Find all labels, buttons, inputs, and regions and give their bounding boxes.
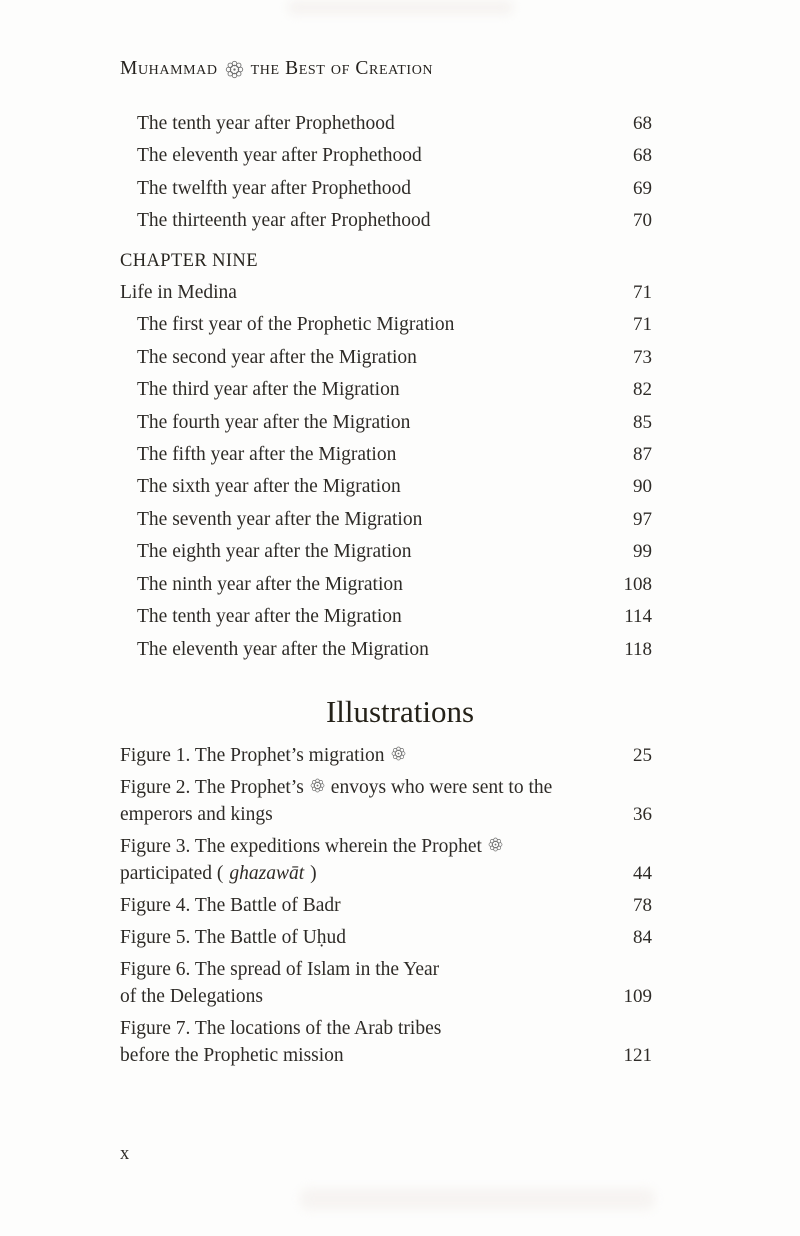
- figure-entry-line: [120, 1015, 652, 1042]
- toc-entry-page: 114: [624, 606, 652, 628]
- toc-entry: [120, 173, 652, 205]
- figure-entry-line: [120, 892, 652, 919]
- figure-entry: [120, 892, 652, 919]
- toc-entry-label: The tenth year after Prophethood: [137, 113, 395, 134]
- toc-entry-label: The second year after the Migration: [137, 346, 417, 368]
- figure-entry-label: participated ( ghazawāt ): [120, 863, 317, 884]
- figure-entry-line: [120, 1042, 652, 1069]
- figure-entry-page: 121: [623, 1045, 652, 1066]
- toc-entry: [120, 140, 652, 172]
- figure-entry: [120, 774, 652, 828]
- page-bleed-bottom: [300, 1188, 655, 1210]
- toc-entry: [120, 205, 652, 237]
- running-header-part1: Muhammad: [120, 58, 218, 79]
- toc-entry-page: 68: [633, 113, 652, 134]
- toc-entry-label: The eighth year after the Migration: [137, 541, 412, 563]
- figure-entry-line: [120, 742, 652, 769]
- figure-entry-page: 25: [633, 745, 652, 766]
- figure-entry: [120, 833, 652, 887]
- toc-entry-label: The third year after the Migration: [137, 379, 400, 401]
- toc-entry-page: 99: [633, 541, 652, 563]
- toc-entry: [120, 471, 652, 503]
- figure-entry-label: Figure 7. The locations of the Arab tribes: [120, 1018, 442, 1039]
- toc-entry: [120, 634, 652, 666]
- toc-entry-label: The sixth year after the Migration: [137, 476, 401, 498]
- figure-entry-label: Figure 1. The Prophet’s migration: [120, 742, 406, 769]
- figure-entry-line: [120, 924, 652, 951]
- toc-entry-label: The eleventh year after Prophethood: [137, 145, 422, 167]
- toc-entry-page: 87: [633, 444, 652, 466]
- toc-entry-page: 69: [633, 177, 652, 199]
- toc-entry-label: The ninth year after the Migration: [137, 573, 403, 595]
- toc-entry: [120, 504, 652, 536]
- figure-entry-line: [120, 801, 652, 828]
- figure-entry-line: [120, 860, 652, 887]
- figure-entry: [120, 924, 652, 951]
- figure-entry-page: 36: [633, 804, 652, 825]
- figure-entry-line: [120, 774, 652, 801]
- toc-entry-page: 68: [633, 145, 652, 167]
- toc-entry-page: 97: [633, 508, 652, 530]
- folio-page-number: x: [120, 1144, 130, 1164]
- toc-entry-label: The first year of the Prophetic Migration: [137, 314, 455, 336]
- toc-entry-label: The thirteenth year after Prophethood: [137, 210, 431, 232]
- toc-entry-label: The twelfth year after Prophethood: [137, 177, 411, 199]
- toc-entry: [120, 569, 652, 601]
- toc-entry-page: 71: [633, 282, 652, 304]
- figure-entry-line: [120, 833, 652, 860]
- toc-entry-page: 82: [633, 379, 652, 401]
- toc-entry: [120, 108, 652, 140]
- figure-entry: [120, 742, 652, 769]
- running-header-part2: the Best of Creation: [250, 58, 434, 79]
- figure-entry-label: emperors and kings: [120, 804, 273, 825]
- honorific-icon: [225, 60, 244, 79]
- toc-entry-label: The seventh year after the Migration: [137, 508, 423, 530]
- honorific-icon: [310, 778, 325, 793]
- toc-entry-page: 108: [623, 573, 652, 595]
- toc-entry: [120, 374, 652, 406]
- figure-entry: [120, 956, 652, 1010]
- figure-entry-label: of the Delegations: [120, 986, 263, 1007]
- running-header: [120, 58, 433, 80]
- honorific-icon: [391, 746, 406, 761]
- toc-entry-page: 71: [633, 314, 652, 336]
- figure-entry-label: Figure 5. The Battle of Uḥud: [120, 927, 347, 948]
- toc-entry-page: 90: [633, 476, 652, 498]
- figure-entry-line: [120, 983, 652, 1010]
- toc-entry-label: The fifth year after the Migration: [137, 444, 397, 466]
- illustrations-title: Illustrations: [325, 694, 475, 729]
- toc-entry: [120, 601, 652, 633]
- toc-entry-page: 73: [633, 346, 652, 368]
- figure-entry-label: Figure 3. The expeditions wherein the Prophet: [120, 833, 503, 860]
- contents-list: [120, 108, 652, 666]
- toc-entry-label: Life in Medina: [120, 282, 237, 304]
- page-bleed-top: [288, 1, 513, 14]
- toc-entry: [120, 536, 652, 568]
- honorific-icon: [488, 837, 503, 852]
- figure-entry: [120, 1015, 652, 1069]
- figures-list: [120, 742, 652, 1074]
- toc-entry: [120, 439, 652, 471]
- toc-entry-page: 70: [633, 210, 652, 232]
- toc-entry: [120, 277, 652, 309]
- figure-entry-label: Figure 6. The spread of Islam in the Year: [120, 959, 440, 980]
- toc-entry-label: The fourth year after the Migration: [137, 411, 411, 433]
- figure-entry-page: 84: [633, 927, 652, 948]
- toc-entry-page: 118: [624, 638, 652, 660]
- toc-entry: [120, 309, 652, 341]
- toc-entry-label: The eleventh year after the Migration: [137, 638, 429, 660]
- figure-entry-page: 78: [633, 895, 652, 916]
- toc-entry: [120, 407, 652, 439]
- figure-entry-page: 109: [623, 986, 652, 1007]
- figure-entry-line: [120, 956, 652, 983]
- toc-entry: [120, 342, 652, 374]
- figure-entry-label: Figure 4. The Battle of Badr: [120, 895, 341, 916]
- figure-entry-label: before the Prophetic mission: [120, 1045, 344, 1066]
- chapter-heading: CHAPTER NINE: [120, 250, 258, 271]
- figure-entry-page: 44: [633, 863, 652, 884]
- toc-entry-label: The tenth year after the Migration: [137, 606, 402, 628]
- figure-entry-label: Figure 2. The Prophet’s envoys who were sent to the: [120, 777, 553, 798]
- toc-entry-page: 85: [633, 411, 652, 433]
